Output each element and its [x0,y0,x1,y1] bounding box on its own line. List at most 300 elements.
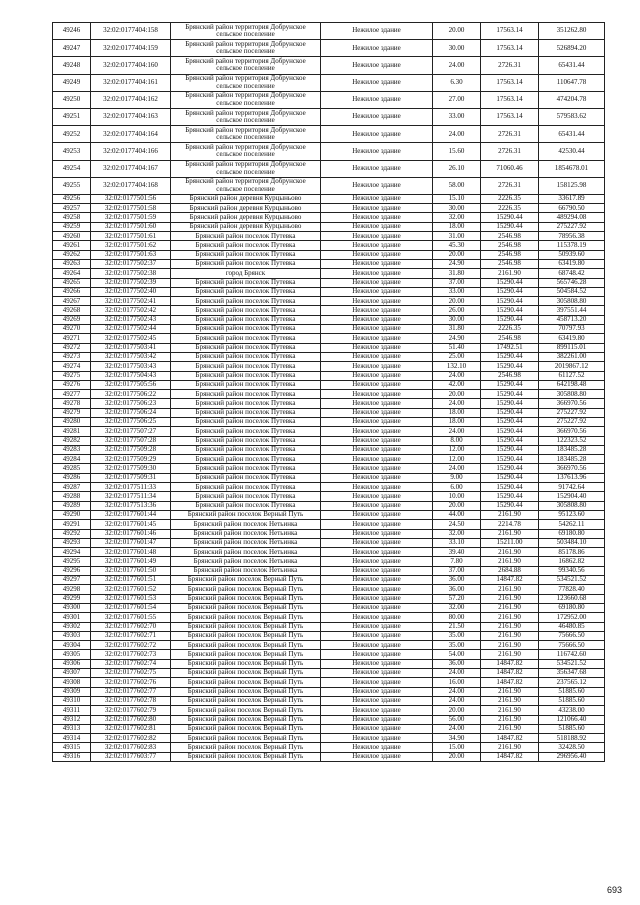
object-type-cell: Нежилое здание [321,650,433,659]
row-number-cell: 49295 [53,557,91,566]
object-type-cell: Нежилое здание [321,278,433,287]
object-type-cell: Нежилое здание [321,204,433,213]
cadastral-number-cell: 32:02:0177602:70 [91,622,171,631]
cadastral-value-cell: 474204.78 [539,91,605,108]
cadastral-value-cell: 33617.89 [539,194,605,203]
object-type-cell: Нежилое здание [321,473,433,482]
cadastral-value-cell: 70797.93 [539,325,605,334]
cadastral-value-cell: 65431.44 [539,57,605,74]
address-cell: Брянский район территория Добрунское сельское поселение [171,108,321,125]
row-number-cell: 49312 [53,715,91,724]
area-cell: 34.90 [433,734,481,743]
object-type-cell: Нежилое здание [321,259,433,268]
specific-value-cell: 17563.14 [481,40,539,57]
cadastral-value-cell: 237565.12 [539,678,605,687]
area-cell: 20.00 [433,297,481,306]
cadastral-number-cell: 32:02:0177601:52 [91,585,171,594]
area-cell: 18.00 [433,418,481,427]
area-cell: 15.00 [433,743,481,752]
object-type-cell: Нежилое здание [321,306,433,315]
object-type-cell: Нежилое здание [321,678,433,687]
cadastral-value-cell: 122323.52 [539,436,605,445]
cadastral-value-cell: 68748.42 [539,269,605,278]
cadastral-value-cell: 51885.60 [539,724,605,733]
object-type-cell: Нежилое здание [321,455,433,464]
cadastral-number-cell: 32:02:0177509:28 [91,445,171,454]
cadastral-value-cell: 116742.60 [539,650,605,659]
object-type-cell: Нежилое здание [321,371,433,380]
table-row [53,250,605,259]
specific-value-cell: 15290.44 [481,427,539,436]
cadastral-value-cell: 458713.20 [539,315,605,324]
cadastral-value-cell: 275227.92 [539,418,605,427]
row-number-cell: 49250 [53,91,91,108]
specific-value-cell: 2161.90 [481,269,539,278]
area-cell: 30.00 [433,40,481,57]
table-row [53,74,605,91]
address-cell: Брянский район поселок Верный Путь [171,622,321,631]
specific-value-cell: 15290.44 [481,352,539,361]
row-number-cell: 49278 [53,399,91,408]
object-type-cell: Нежилое здание [321,594,433,603]
object-type-cell: Нежилое здание [321,603,433,612]
cadastral-number-cell: 32:02:0177509:30 [91,464,171,473]
address-cell: Брянский район поселок Нетьинка [171,529,321,538]
specific-value-cell: 2214.78 [481,520,539,529]
table-row [53,408,605,417]
address-cell: Брянский район поселок Верный Путь [171,641,321,650]
cadastral-value-cell: 121066.40 [539,715,605,724]
area-cell: 20.00 [433,501,481,510]
cadastral-value-cell: 305808.80 [539,297,605,306]
row-number-cell: 49261 [53,241,91,250]
table-row [53,380,605,389]
cadastral-number-cell: 32:02:0177501:58 [91,204,171,213]
cadastral-value-cell: 51885.60 [539,687,605,696]
table-row [53,752,605,761]
row-number-cell: 49304 [53,641,91,650]
specific-value-cell: 15290.44 [481,213,539,222]
row-number-cell: 49311 [53,706,91,715]
specific-value-cell: 15290.44 [481,297,539,306]
cadastral-number-cell: 32:02:0177602:74 [91,659,171,668]
object-type-cell: Нежилое здание [321,232,433,241]
address-cell: Брянский район поселок Путевка [171,408,321,417]
object-type-cell: Нежилое здание [321,352,433,361]
cadastral-value-cell: 534521.52 [539,576,605,585]
cadastral-value-cell: 518188.92 [539,734,605,743]
cadastral-number-cell: 32:02:0177506:24 [91,408,171,417]
object-type-cell: Нежилое здание [321,566,433,575]
specific-value-cell: 2546.98 [481,334,539,343]
cadastral-value-cell: 152904.40 [539,492,605,501]
table-row [53,399,605,408]
cadastral-number-cell: 32:02:0177503:43 [91,362,171,371]
table-row [53,204,605,213]
row-number-cell: 49302 [53,622,91,631]
area-cell: 37.00 [433,278,481,287]
area-cell: 32.00 [433,603,481,612]
row-number-cell: 49291 [53,520,91,529]
cadastral-value-cell: 85178.86 [539,548,605,557]
area-cell: 80.00 [433,613,481,622]
address-cell: Брянский район поселок Путевка [171,250,321,259]
object-type-cell: Нежилое здание [321,622,433,631]
table-row [53,108,605,125]
area-cell: 24.00 [433,464,481,473]
object-type-cell: Нежилое здание [321,613,433,622]
cadastral-value-cell: 75666.50 [539,641,605,650]
cadastral-value-cell: 305808.80 [539,501,605,510]
row-number-cell: 49248 [53,57,91,74]
object-type-cell: Нежилое здание [321,427,433,436]
area-cell: 33.10 [433,538,481,547]
row-number-cell: 49300 [53,603,91,612]
object-type-cell: Нежилое здание [321,194,433,203]
address-cell: Брянский район поселок Путевка [171,390,321,399]
specific-value-cell: 15290.44 [481,306,539,315]
address-cell: Брянский район территория Добрунское сельское поселение [171,143,321,160]
table-row [53,557,605,566]
table-row [53,510,605,519]
specific-value-cell: 2546.98 [481,371,539,380]
cadastral-number-cell: 32:02:0177506:23 [91,399,171,408]
cadastral-number-cell: 32:02:0177506:22 [91,390,171,399]
cadastral-number-cell: 32:02:0177602:76 [91,678,171,687]
object-type-cell: Нежилое здание [321,177,433,194]
row-number-cell: 49257 [53,204,91,213]
cadastral-number-cell: 32:02:0177505:56 [91,380,171,389]
cadastral-number-cell: 32:02:0177602:82 [91,734,171,743]
area-cell: 20.00 [433,23,481,40]
cadastral-value-cell: 54262.11 [539,520,605,529]
object-type-cell: Нежилое здание [321,380,433,389]
row-number-cell: 49303 [53,631,91,640]
table-row [53,622,605,631]
row-number-cell: 49255 [53,177,91,194]
object-type-cell: Нежилое здание [321,585,433,594]
cadastral-value-cell: 899115.01 [539,343,605,352]
cadastral-number-cell: 32:02:0177501:62 [91,241,171,250]
row-number-cell: 49299 [53,594,91,603]
specific-value-cell: 15290.44 [481,418,539,427]
specific-value-cell: 17563.14 [481,108,539,125]
specific-value-cell: 2226.35 [481,204,539,213]
row-number-cell: 49281 [53,427,91,436]
table-row [53,696,605,705]
cadastral-number-cell: 32:02:0177602:81 [91,724,171,733]
row-number-cell: 49308 [53,678,91,687]
object-type-cell: Нежилое здание [321,126,433,143]
table-row [53,483,605,492]
row-number-cell: 49305 [53,650,91,659]
table-row [53,669,605,678]
address-cell: Брянский район поселок Путевка [171,371,321,380]
address-cell: Брянский район поселок Нетьинка [171,520,321,529]
object-type-cell: Нежилое здание [321,436,433,445]
cadastral-value-cell: 366970.56 [539,464,605,473]
row-number-cell: 49268 [53,306,91,315]
specific-value-cell: 2161.90 [481,696,539,705]
address-cell: Брянский район поселок Путевка [171,287,321,296]
specific-value-cell: 2161.90 [481,557,539,566]
address-cell: Брянский район поселок Верный Путь [171,752,321,761]
area-cell: 8.00 [433,436,481,445]
object-type-cell: Нежилое здание [321,715,433,724]
table-row [53,325,605,334]
object-type-cell: Нежилое здание [321,213,433,222]
specific-value-cell: 15290.44 [481,455,539,464]
specific-value-cell: 15290.44 [481,473,539,482]
address-cell: Брянский район поселок Путевка [171,352,321,361]
specific-value-cell: 15290.44 [481,362,539,371]
row-number-cell: 49270 [53,325,91,334]
specific-value-cell: 14847.82 [481,669,539,678]
row-number-cell: 49246 [53,23,91,40]
area-cell: 36.00 [433,585,481,594]
table-row [53,297,605,306]
cadastral-number-cell: 32:02:0177404:166 [91,143,171,160]
object-type-cell: Нежилое здание [321,390,433,399]
cadastral-value-cell: 91742.64 [539,483,605,492]
area-cell: 58.00 [433,177,481,194]
cadastral-value-cell: 183485.28 [539,445,605,454]
table-row [53,352,605,361]
area-cell: 24.00 [433,724,481,733]
table-row [53,687,605,696]
cadastral-number-cell: 32:02:0177503:42 [91,352,171,361]
row-number-cell: 49258 [53,213,91,222]
cadastral-number-cell: 32:02:0177501:63 [91,250,171,259]
row-number-cell: 49256 [53,194,91,203]
specific-value-cell: 71060.46 [481,160,539,177]
table-row [53,371,605,380]
area-cell: 54.00 [433,650,481,659]
object-type-cell: Нежилое здание [321,250,433,259]
cadastral-number-cell: 32:02:0177501:56 [91,194,171,203]
address-cell: Брянский район поселок Верный Путь [171,576,321,585]
cadastral-number-cell: 32:02:0177404:161 [91,74,171,91]
cadastral-value-cell: 172952.00 [539,613,605,622]
specific-value-cell: 2161.90 [481,687,539,696]
cadastral-number-cell: 32:02:0177601:48 [91,548,171,557]
address-cell: Брянский район поселок Верный Путь [171,510,321,519]
area-cell: 20.00 [433,250,481,259]
table-row [53,715,605,724]
cadastral-number-cell: 32:02:0177501:61 [91,232,171,241]
table-row [53,259,605,268]
specific-value-cell: 2546.98 [481,259,539,268]
row-number-cell: 49286 [53,473,91,482]
address-cell: Брянский район поселок Путевка [171,464,321,473]
area-cell: 12.00 [433,445,481,454]
table-row [53,501,605,510]
address-cell: Брянский район поселок Нетьинка [171,538,321,547]
area-cell: 57.20 [433,594,481,603]
table-row [53,160,605,177]
row-number-cell: 49284 [53,455,91,464]
specific-value-cell: 15290.44 [481,390,539,399]
cadastral-number-cell: 32:02:0177601:47 [91,538,171,547]
table-row [53,177,605,194]
row-number-cell: 49267 [53,297,91,306]
address-cell: Брянский район поселок Верный Путь [171,594,321,603]
cadastral-number-cell: 32:02:0177504:43 [91,371,171,380]
specific-value-cell: 15290.44 [481,436,539,445]
specific-value-cell: 14847.82 [481,659,539,668]
area-cell: 10.00 [433,492,481,501]
row-number-cell: 49266 [53,287,91,296]
specific-value-cell: 15290.44 [481,408,539,417]
row-number-cell: 49277 [53,390,91,399]
table-row [53,734,605,743]
cadastral-number-cell: 32:02:0177502:38 [91,269,171,278]
area-cell: 24.00 [433,669,481,678]
area-cell: 24.00 [433,371,481,380]
cadastral-number-cell: 32:02:0177404:163 [91,108,171,125]
object-type-cell: Нежилое здание [321,464,433,473]
specific-value-cell: 15290.44 [481,222,539,231]
specific-value-cell: 15290.44 [481,380,539,389]
row-number-cell: 49285 [53,464,91,473]
area-cell: 18.00 [433,408,481,417]
cadastral-value-cell: 63419.80 [539,334,605,343]
address-cell: Брянский район поселок Верный Путь [171,669,321,678]
specific-value-cell: 2161.90 [481,706,539,715]
object-type-cell: Нежилое здание [321,510,433,519]
cadastral-number-cell: 32:02:0177511:34 [91,492,171,501]
area-cell: 56.00 [433,715,481,724]
address-cell: Брянский район поселок Путевка [171,492,321,501]
cadastral-value-cell: 382261.00 [539,352,605,361]
table-row [53,91,605,108]
table-row [53,641,605,650]
table-row [53,194,605,203]
object-type-cell: Нежилое здание [321,752,433,761]
cadastral-number-cell: 32:02:0177404:162 [91,91,171,108]
object-type-cell: Нежилое здание [321,241,433,250]
specific-value-cell: 2161.90 [481,631,539,640]
object-type-cell: Нежилое здание [321,557,433,566]
table-row [53,585,605,594]
row-number-cell: 49271 [53,334,91,343]
object-type-cell: Нежилое здание [321,631,433,640]
cadastral-value-cell: 61127.52 [539,371,605,380]
table-row [53,743,605,752]
row-number-cell: 49316 [53,752,91,761]
table-row [53,706,605,715]
registry-table [52,22,605,762]
address-cell: Брянский район территория Добрунское сельское поселение [171,177,321,194]
table-row [53,232,605,241]
table-row [53,143,605,160]
address-cell: Брянский район деревня Курцыньово [171,194,321,203]
table-row [53,538,605,547]
object-type-cell: Нежилое здание [321,343,433,352]
specific-value-cell: 2726.31 [481,57,539,74]
row-number-cell: 49307 [53,669,91,678]
cadastral-number-cell: 32:02:0177601:55 [91,613,171,622]
table-row [53,362,605,371]
address-cell: Брянский район поселок Путевка [171,501,321,510]
specific-value-cell: 2161.90 [481,510,539,519]
row-number-cell: 49298 [53,585,91,594]
cadastral-number-cell: 32:02:0177601:46 [91,529,171,538]
cadastral-value-cell: 63419.80 [539,259,605,268]
address-cell: Брянский район поселок Верный Путь [171,696,321,705]
cadastral-value-cell: 75666.50 [539,631,605,640]
specific-value-cell: 17563.14 [481,74,539,91]
cadastral-number-cell: 32:02:0177404:167 [91,160,171,177]
row-number-cell: 49290 [53,510,91,519]
area-cell: 25.00 [433,352,481,361]
cadastral-number-cell: 32:02:0177404:168 [91,177,171,194]
object-type-cell: Нежилое здание [321,538,433,547]
cadastral-value-cell: 158125.98 [539,177,605,194]
row-number-cell: 49313 [53,724,91,733]
object-type-cell: Нежилое здание [321,743,433,752]
cadastral-value-cell: 183485.28 [539,455,605,464]
cadastral-number-cell: 32:02:0177513:36 [91,501,171,510]
address-cell: Брянский район поселок Путевка [171,473,321,482]
area-cell: 31.00 [433,232,481,241]
area-cell: 20.00 [433,706,481,715]
table-row [53,40,605,57]
address-cell: Брянский район поселок Верный Путь [171,631,321,640]
object-type-cell: Нежилое здание [321,706,433,715]
specific-value-cell: 15290.44 [481,501,539,510]
cadastral-value-cell: 2019867.12 [539,362,605,371]
cadastral-number-cell: 32:02:0177502:39 [91,278,171,287]
cadastral-number-cell: 32:02:0177601:54 [91,603,171,612]
address-cell: Брянский район поселок Путевка [171,427,321,436]
cadastral-value-cell: 356347.68 [539,669,605,678]
cadastral-value-cell: 305808.80 [539,390,605,399]
cadastral-value-cell: 565746.28 [539,278,605,287]
address-cell: Брянский район поселок Путевка [171,343,321,352]
cadastral-number-cell: 32:02:0177602:73 [91,650,171,659]
specific-value-cell: 2161.90 [481,613,539,622]
address-cell: Брянский район поселок Верный Путь [171,724,321,733]
table-row [53,287,605,296]
address-cell: Брянский район поселок Путевка [171,232,321,241]
address-cell: город Брянск [171,269,321,278]
cadastral-value-cell: 275227.92 [539,222,605,231]
object-type-cell: Нежилое здание [321,287,433,296]
address-cell: Брянский район территория Добрунское сельское поселение [171,74,321,91]
table-row [53,576,605,585]
cadastral-number-cell: 32:02:0177601:50 [91,566,171,575]
table-row [53,334,605,343]
cadastral-value-cell: 642198.48 [539,380,605,389]
cadastral-number-cell: 32:02:0177601:49 [91,557,171,566]
object-type-cell: Нежилое здание [321,325,433,334]
address-cell: Брянский район территория Добрунское сельское поселение [171,40,321,57]
cadastral-value-cell: 65431.44 [539,126,605,143]
cadastral-number-cell: 32:02:0177501:59 [91,213,171,222]
cadastral-number-cell: 32:02:0177502:37 [91,259,171,268]
specific-value-cell: 15290.44 [481,464,539,473]
specific-value-cell: 2226.35 [481,325,539,334]
address-cell: Брянский район поселок Верный Путь [171,650,321,659]
area-cell: 30.00 [433,315,481,324]
area-cell: 24.00 [433,399,481,408]
row-number-cell: 49288 [53,492,91,501]
area-cell: 32.00 [433,213,481,222]
row-number-cell: 49283 [53,445,91,454]
address-cell: Брянский район территория Добрунское сельское поселение [171,57,321,74]
area-cell: 6.00 [433,483,481,492]
